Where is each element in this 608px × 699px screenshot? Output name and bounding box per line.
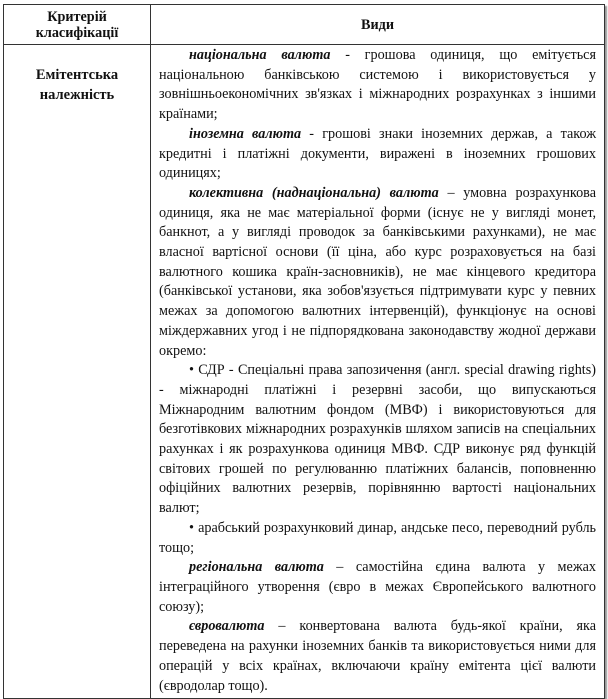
criterion-cell: Емітентська належність: [4, 45, 151, 699]
bullet-others: • арабський розрахунковий динар, андське песо, переводний рубль тощо;: [159, 519, 597, 556]
header-criterion: Критерій класифікації: [4, 5, 151, 45]
header-row: [4, 5, 605, 45]
bullet-icon: •: [189, 519, 194, 536]
type-collective: колективна (наднаціональна) валюта – умовна розрахункова одиниця, яка не має матеріальної форми (існує не у вигляді монет, банкнот, а у вигляді проводок за банківськими рахунками), не має власної вартісної основи (її ціна, або курс розраховується на базі валютного кошика країн-засновників), не має кінцевого кредитора (банківської установи, яка зобов'язується підтримувати курс у певних межах за допомогою валютних інтервенцій), функціонує на основі міждержавних угод і не підпорядкована законодавству жодної держави окремо:: [159, 184, 596, 359]
bullet-icon: •: [189, 362, 194, 379]
table-row: [4, 45, 605, 699]
classification-table: [3, 4, 605, 699]
type-regional: регіональна валюта – самостійна єдина валюта у межах інтеграційного утворення (євро в межах Європейського валютного союзу);: [159, 559, 597, 615]
bullet-sdr: • СДР - Спеціальні права запозичення (англ. special drawing rights) - міжнародні платіжні і резервні засоби, що випускаються Міжнародним валютним фондом (МВФ) і використовуються для безготівкових міжнародних розрахунків шляхом записів на спеціальних рахунках і як розрахункова одиниця МВФ. СДР виконує ряд функцій світових грошей по регулюванню платіжних балансів, поповненню офіційних валютних резервів, порівнянню вартості національних валют;: [159, 362, 596, 517]
type-foreign: іноземна валюта - грошові знаки іноземних держав, а також кредитні і платіжні документи, виражені в іноземних грошових одиницях;: [159, 125, 596, 182]
header-types: Види: [151, 5, 605, 45]
type-national: національна валюта - грошова одиниця, що емітується національною банківською системою і використовується у зовнішньоекономічних зв'язках і міжнародних розрахунках з іншими країнами;: [159, 47, 596, 123]
type-eurocurrency: євровалюта – конвертована валюта будь-якої країни, яка переведена на рахунки іноземних банків та використовується ними для операцій у всіх країнах, включаючи країну емітента цієї валюти (євродолар тощо).: [159, 618, 597, 694]
types-cell: [151, 45, 605, 699]
